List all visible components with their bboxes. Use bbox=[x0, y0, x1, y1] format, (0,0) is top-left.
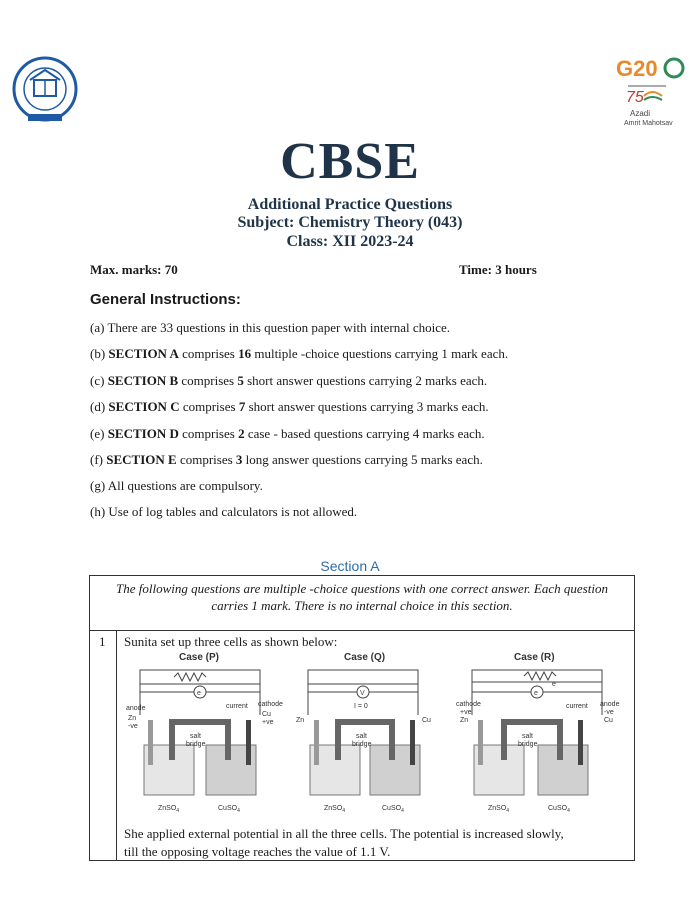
svg-text:Zn: Zn bbox=[128, 715, 137, 722]
question-followup bbox=[124, 825, 624, 861]
svg-text:Cu: Cu bbox=[604, 717, 613, 724]
intro-line-1: The following questions are multiple -choice questions with one correct answer. Each question bbox=[116, 581, 608, 596]
svg-text:CuSO4: CuSO$_4$ bbox=[218, 805, 240, 814]
svg-text:-ve: -ve bbox=[604, 709, 614, 716]
svg-text:bridge: bridge bbox=[518, 741, 538, 748]
section-a-table bbox=[89, 575, 635, 861]
instruction-g: (g) All questions are compulsory. bbox=[90, 478, 263, 493]
max-marks: Max. marks: 70 bbox=[90, 262, 178, 277]
svg-text:V: V bbox=[360, 690, 365, 697]
subtitle-class: Class: XII 2023-24 bbox=[286, 233, 414, 250]
instruction-f: (f) SECTION E comprises 3 long answer questions carrying 5 marks each. bbox=[90, 452, 483, 467]
column-divider bbox=[116, 631, 117, 860]
instruction-h: (h) Use of log tables and calculators is not allowed. bbox=[90, 504, 358, 519]
subtitle-practice: Additional Practice Questions bbox=[247, 196, 453, 213]
svg-text:75: 75 bbox=[626, 89, 644, 106]
svg-text:I = 0: I = 0 bbox=[354, 703, 368, 710]
svg-text:Zn: Zn bbox=[460, 717, 469, 724]
svg-text:anode: anode bbox=[126, 705, 146, 712]
svg-text:+ve: +ve bbox=[460, 709, 472, 716]
case-q-diagram bbox=[296, 652, 431, 814]
svg-text:Cu: Cu bbox=[422, 717, 431, 724]
instruction-d: (d) SECTION C comprises 7 short answer questions carrying 3 marks each. bbox=[90, 399, 489, 414]
intro-line-2: carries 1 mark. There is no internal choice in this section. bbox=[211, 598, 513, 613]
svg-text:cathode: cathode bbox=[456, 701, 481, 708]
g20-azadi-logo bbox=[614, 52, 688, 130]
svg-text:ZnSO4: ZnSO$_4$ bbox=[324, 805, 346, 814]
svg-text:CuSO4: CuSO$_4$ bbox=[548, 805, 570, 814]
svg-text:bridge: bridge bbox=[352, 741, 372, 748]
svg-text:-ve: -ve bbox=[128, 723, 138, 730]
svg-text:e: e bbox=[197, 690, 201, 697]
question-text: Sunita set up three cells as shown below: bbox=[124, 634, 338, 649]
instruction-c: (c) SECTION B comprises 5 short answer questions carrying 2 marks each. bbox=[90, 373, 488, 388]
cells-diagram bbox=[124, 650, 629, 820]
svg-text:CuSO4: CuSO$_4$ bbox=[382, 805, 404, 814]
svg-text:salt: salt bbox=[522, 733, 533, 740]
instruction-b: (b) SECTION A comprises 16 multiple -choice questions carrying 1 mark each. bbox=[90, 346, 509, 361]
instruction-a: (a) There are 33 questions in this question paper with internal choice. bbox=[90, 320, 451, 335]
case-r-label: Case (R) bbox=[514, 652, 555, 663]
g20-text: G20 bbox=[616, 56, 658, 81]
svg-text:current: current bbox=[226, 703, 248, 710]
instructions-title: General Instructions: bbox=[90, 291, 241, 308]
svg-text:current: current bbox=[566, 703, 588, 710]
amrit-mahotsav-text: Amrit Mahotsav bbox=[624, 120, 673, 127]
svg-text:ZnSO4: ZnSO$_4$ bbox=[158, 805, 180, 814]
svg-text:salt: salt bbox=[190, 733, 201, 740]
question-number: 1 bbox=[99, 634, 106, 649]
followup-line-2: till the opposing voltage reaches the value of 1.1 V. bbox=[124, 844, 391, 859]
svg-text:cathode: cathode bbox=[258, 701, 283, 708]
svg-text:Zn: Zn bbox=[296, 717, 305, 724]
svg-text:e⁻: e⁻ bbox=[552, 681, 560, 688]
svg-text:e: e bbox=[534, 690, 538, 697]
svg-text:Cu: Cu bbox=[262, 711, 271, 718]
page-title: CBSE bbox=[280, 133, 420, 190]
case-r-diagram bbox=[456, 652, 620, 814]
azadi-text: Azadi bbox=[630, 109, 651, 118]
followup-line-1: She applied external potential in all the three cells. The potential is increased slowly, bbox=[124, 826, 564, 841]
case-p-label: Case (P) bbox=[179, 652, 220, 663]
time-allowed: Time: 3 hours bbox=[459, 262, 537, 277]
svg-text:salt: salt bbox=[356, 733, 367, 740]
svg-text:+ve: +ve bbox=[262, 719, 274, 726]
case-q-label: Case (Q) bbox=[344, 652, 386, 663]
cbse-logo bbox=[12, 56, 78, 126]
subtitle-subject: Subject: Chemistry Theory (043) bbox=[237, 214, 463, 231]
svg-text:ZnSO4: ZnSO$_4$ bbox=[488, 805, 510, 814]
section-a-title: Section A bbox=[320, 558, 380, 574]
instruction-e: (e) SECTION D comprises 2 case - based questions carrying 4 marks each. bbox=[90, 426, 485, 441]
case-p-diagram bbox=[126, 652, 283, 814]
svg-text:anode: anode bbox=[600, 701, 620, 708]
svg-text:bridge: bridge bbox=[186, 741, 206, 748]
section-a-intro bbox=[90, 576, 634, 631]
